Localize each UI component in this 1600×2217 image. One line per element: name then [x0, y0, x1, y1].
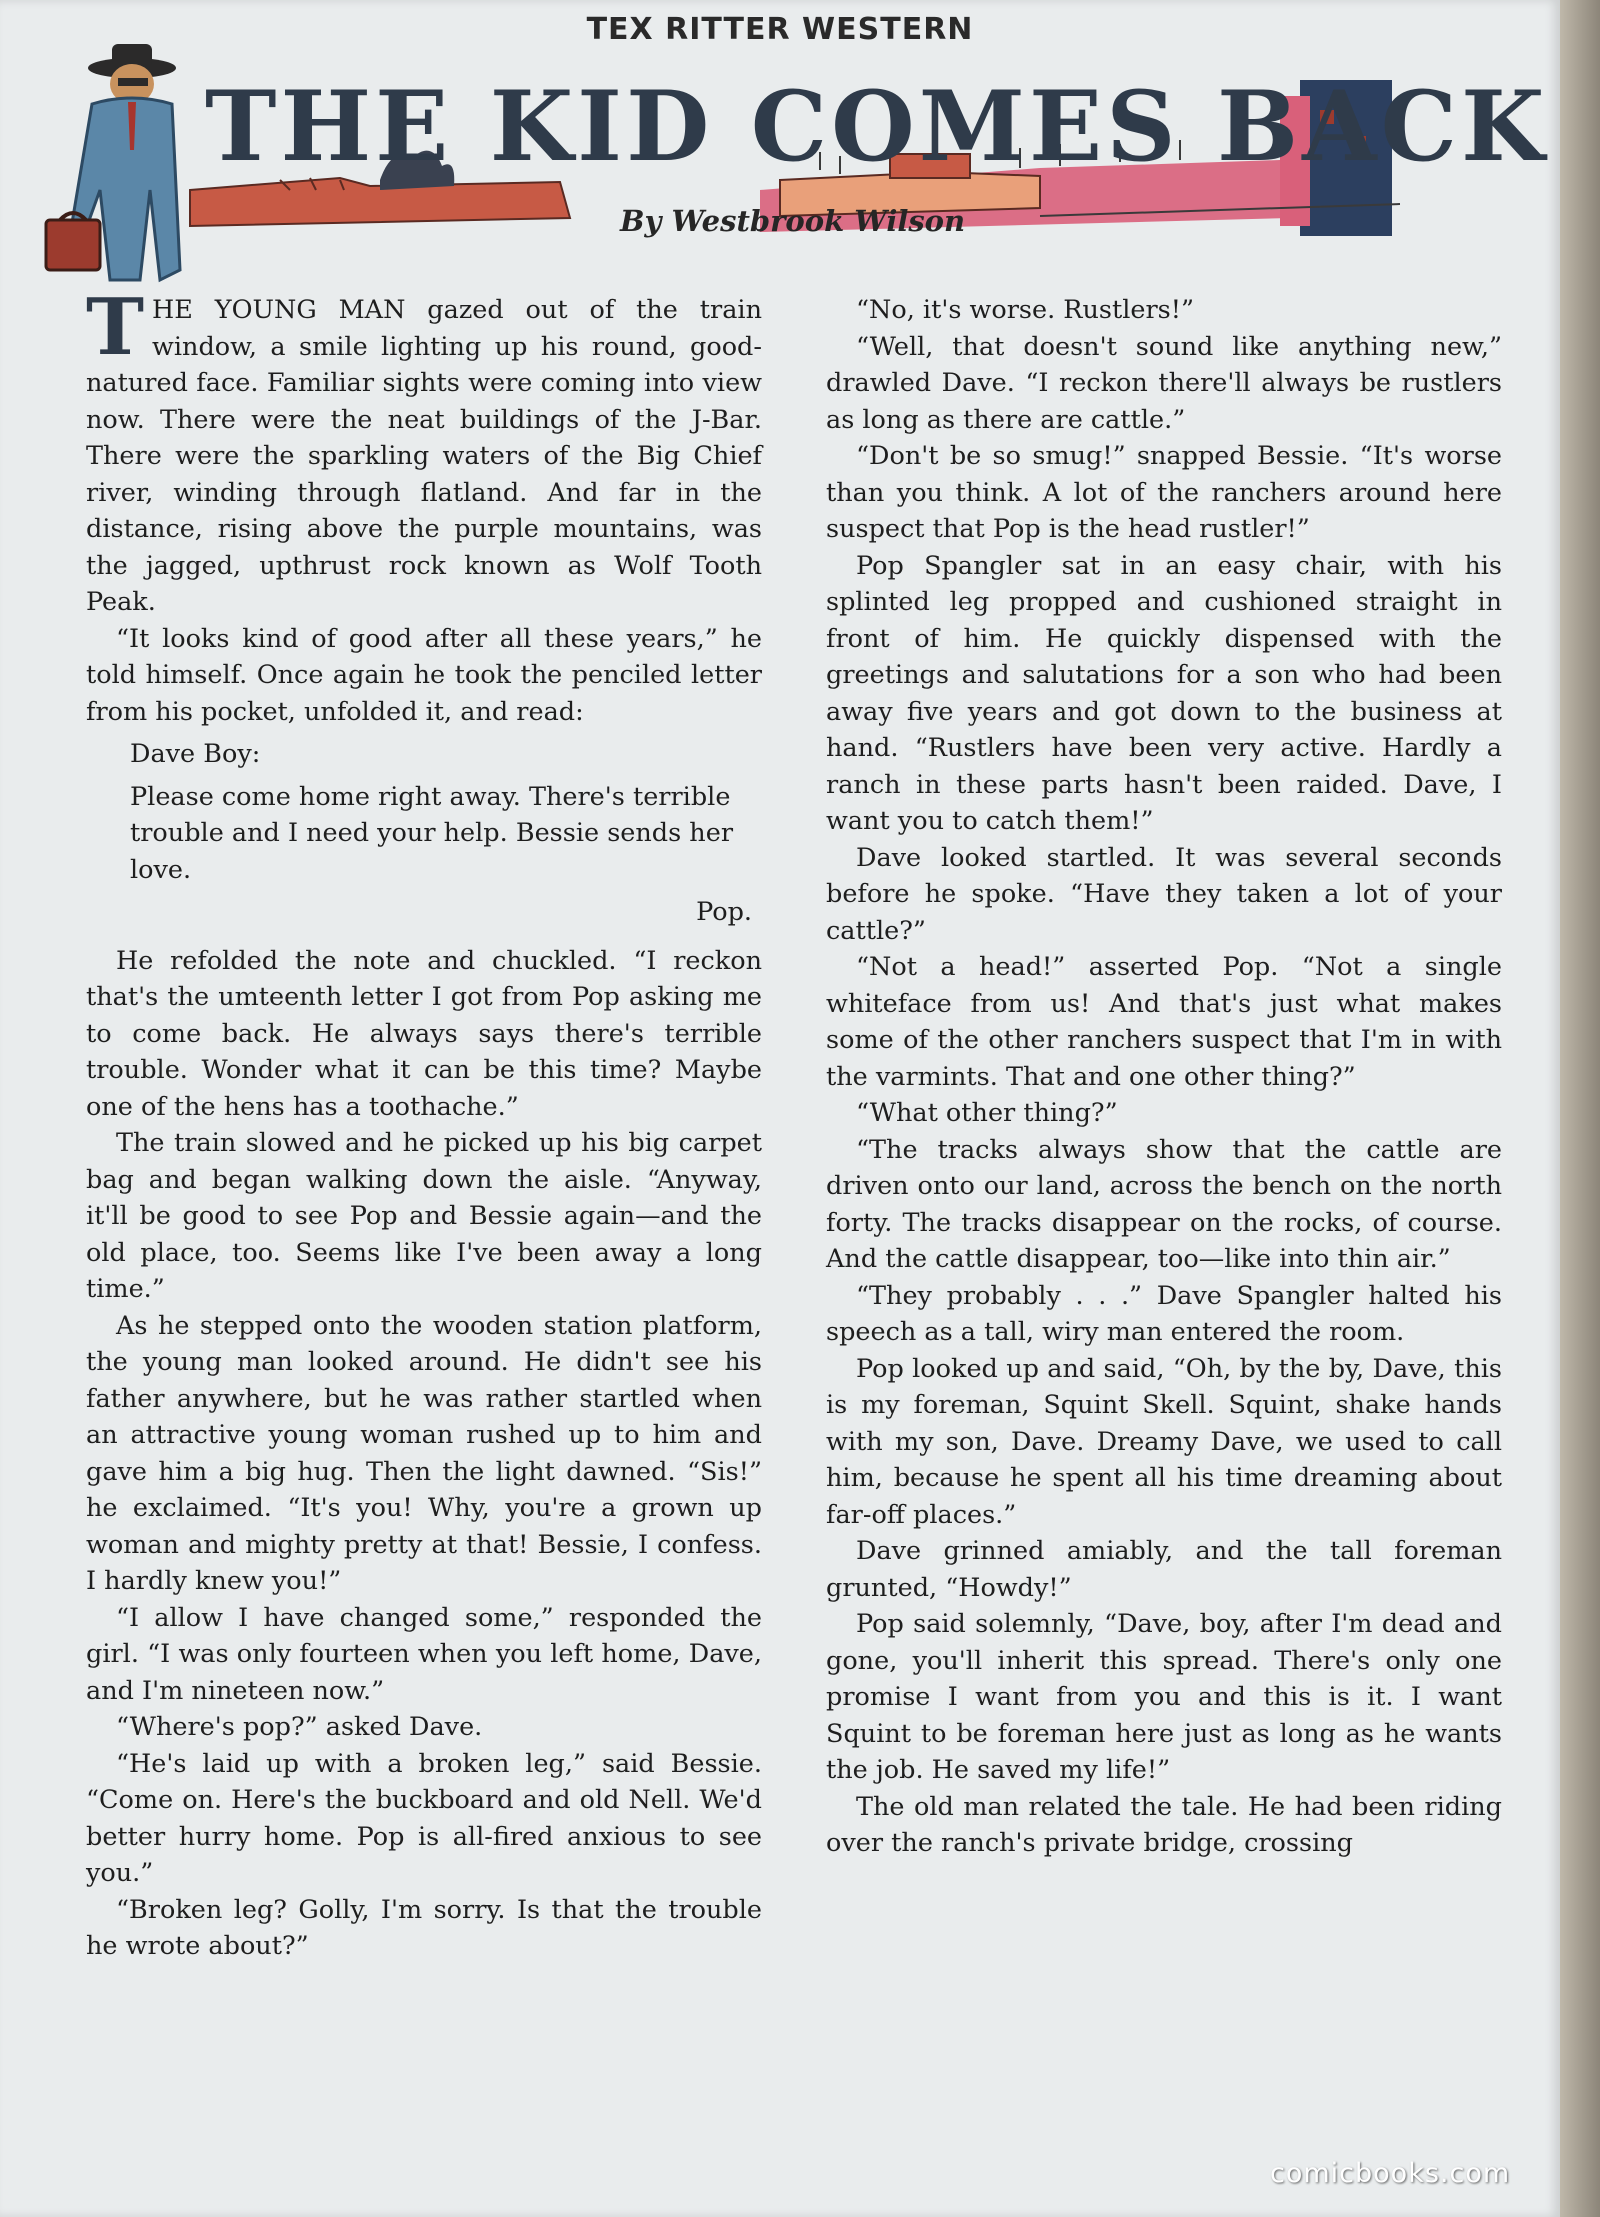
paragraph — [86, 282, 762, 621]
paragraph: “Not a head!” asserted Pop. “Not a single whiteface from us! And that's just what makes some of the other ranchers suspect that I'm in with the varmints. That and one other thing?” — [826, 952, 1502, 1092]
letter-signature: Pop. — [696, 897, 752, 927]
running-header: TEX RITTER WESTERN — [586, 12, 974, 47]
paragraph: “They probably . . .” Dave Spangler halted his speech as a tall, wiry man entered the room. — [826, 1280, 1502, 1347]
left-column — [86, 282, 762, 1965]
story-title: THE KID COMES BACK — [205, 70, 1549, 183]
paragraph: As he stepped onto the wooden station platform, the young man looked around. He didn't see his father anywhere, but he was rather startled when an attractive young woman rushed up to him and gave him a big hug. Then the light dawned. “Sis!” he exclaimed. “It's you! Why, you're a grown up woman and mighty pretty at that! Bessie, I confess. I hardly knew you!” — [86, 1310, 762, 1596]
paragraph: “It looks kind of good after all these years,” he told himself. Once again he took the penciled letter from his pocket, unfolded it, and read: — [86, 623, 762, 727]
next-page-edge — [1560, 0, 1600, 2217]
paragraph: “He's laid up with a broken leg,” said Bessie. “Come on. Here's the buckboard and old Nell. We'd better hurry home. Pop is all-fired anxious to see you.” — [86, 1748, 762, 1888]
letter-body: Please come home right away. There's terrible trouble and I need your help. Bessie sends her love. — [130, 781, 734, 885]
paragraph: “What other thing?” — [856, 1098, 1118, 1128]
byline: By Westbrook Wilson — [620, 204, 966, 238]
paragraph: “Well, that doesn't sound like anything new,” drawled Dave. “I reckon there'll always be rustlers as long as there are cattle.” — [826, 331, 1502, 435]
paragraph: Pop looked up and said, “Oh, by the by, Dave, this is my foreman, Squint Skell. Squint, shake hands with my son, Dave. Dreamy Dave, we used to call him, because he spent all his time dreaming about far-off places.” — [826, 1353, 1502, 1530]
paragraph-text: HE YOUNG MAN gazed out of the train window, a smile lighting up his round, good-natured face. Familiar sights were coming into view now. There were the neat buildings of the J-Bar. There were the sparkling waters of the Big Chief river, winding through flatland. And far in the distance, rising above the purple mountains, was the jagged, upthrust rock known as Wolf Tooth Peak. — [86, 295, 762, 617]
paragraph: “Don't be so smug!” snapped Bessie. “It's worse than you think. A lot of the ranchers around here suspect that Pop is the head rustler!” — [826, 441, 1502, 544]
paragraph: “The tracks always show that the cattle are driven onto our land, across the bench on the north forty. The tracks disappear on the rocks, of course. And the cattle disappear, too—like into thin air.” — [826, 1134, 1502, 1274]
paragraph: “No, it's worse. Rustlers!” — [856, 295, 1195, 325]
right-column — [826, 292, 1502, 1862]
site-watermark: comicbooks.com — [1270, 2158, 1511, 2189]
paragraph: Dave grinned amiably, and the tall foreman grunted, “Howdy!” — [826, 1536, 1502, 1603]
cowboy-figure — [46, 44, 180, 280]
letter-salutation: Dave Boy: — [130, 739, 261, 769]
paragraph: Pop said solemnly, “Dave, boy, after I'm dead and gone, you'll inherit this spread. There's only one promise I want from you and this is it. I want Squint to be foreman here just as long as he wants the job. He saved my life!” — [826, 1609, 1502, 1785]
paragraph: The old man related the tale. He had been riding over the ranch's private bridge, crossing — [826, 1791, 1502, 1858]
paragraph: “Broken leg? Golly, I'm sorry. Is that the trouble he wrote about?” — [86, 1894, 762, 1961]
paragraph: “I allow I have changed some,” responded the girl. “I was only fourteen when you left home, Dave, and I'm nineteen now.” — [86, 1602, 762, 1706]
quoted-letter — [130, 736, 762, 931]
drop-cap: T — [86, 282, 145, 373]
paragraph: The train slowed and he picked up his big carpet bag and began walking down the aisle. “Anyway, it'll be good to see Pop and Bessie again—and the old place, too. Seems like I've been away a long time.” — [86, 1128, 762, 1304]
paragraph: He refolded the note and chuckled. “I reckon that's the umteenth letter I got from Pop asking me to come back. He always says there's terrible trouble. Wonder what it can be this time? Maybe one of the hens has a toothache.” — [86, 945, 762, 1122]
paragraph: “Where's pop?” asked Dave. — [116, 1712, 483, 1742]
paragraph: Pop Spangler sat in an easy chair, with his splinted leg propped and cushioned straight in front of him. He quickly dispensed with the greetings and salutations for a son who had been away five years and got down to the business at hand. “Rustlers have been very active. Hardly a ranch in these parts hasn't been raided. Dave, I want you to catch them!” — [826, 550, 1502, 836]
paragraph: Dave looked startled. It was several seconds before he spoke. “Have they taken a lot of your cattle?” — [826, 842, 1502, 946]
